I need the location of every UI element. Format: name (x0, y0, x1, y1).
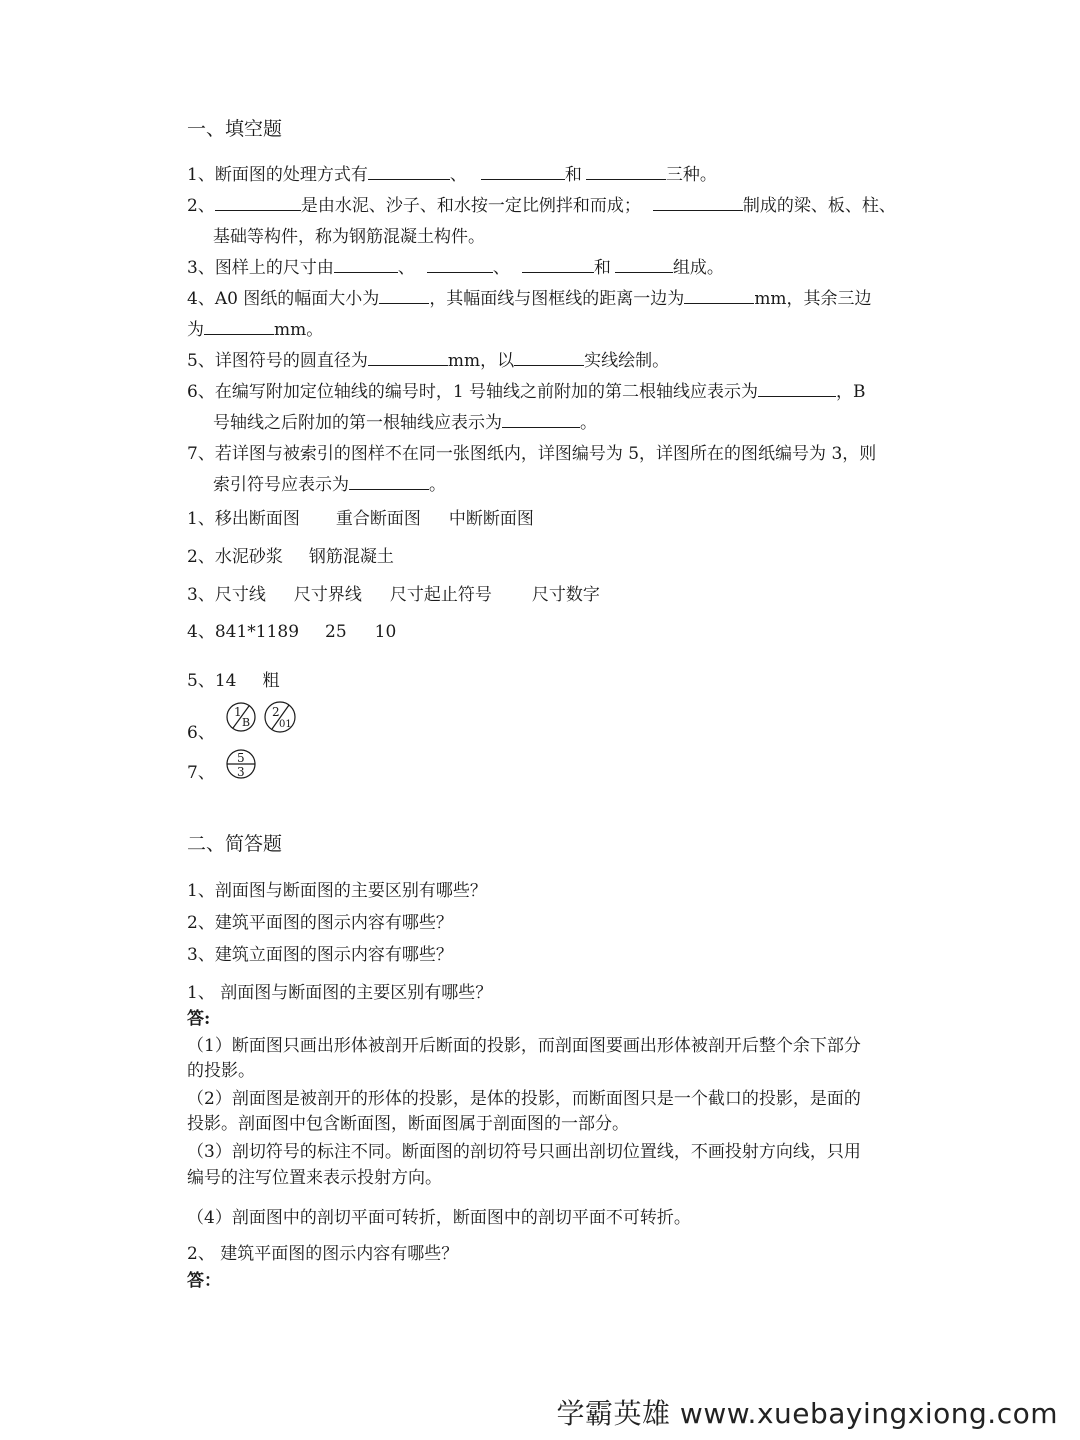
question-3: 3、图样上的尺寸由 、 、 和 组成。 (187, 258, 724, 278)
axis-symbol-1b (225, 701, 261, 733)
answer-label: 答: (187, 1009, 211, 1029)
answer-point-3-cont: 编号的注写位置来表示投射方向。 (187, 1168, 442, 1188)
answer-blank (368, 163, 450, 180)
short-question-2: 2、建筑平面图的图示内容有哪些？ (187, 913, 453, 933)
watermark: 学霸英雄 www.xuebayingxiong.com (556, 1397, 1058, 1430)
answer-blank (349, 473, 429, 490)
axis-symbol-bottom: B (242, 716, 251, 729)
answer-point-3: （3）剖切符号的标注不同。断面图的剖切符号只画出剖切位置线，不画投射方向线，只用 (187, 1142, 861, 1162)
question-4: 4、A0 图纸的幅面大小为 ，其幅面线与图框线的距离一边为 mm，其余三边 (187, 289, 872, 309)
index-symbol-bottom: 3 (237, 765, 245, 779)
answer-blank (427, 256, 493, 273)
answer-blank (368, 349, 448, 366)
axis-symbol-top: 2 (272, 705, 280, 719)
answer-point-1: （1）断面图只画出形体被剖开后断面的投影，而剖面图要画出形体被剖开后整个余下部分 (187, 1036, 861, 1056)
index-symbol (225, 748, 259, 782)
answer-4: 4、841*1189 25 10 (187, 622, 397, 642)
answer-blank (586, 163, 666, 180)
answer-blank (615, 256, 673, 273)
answer-point-1-cont: 的投影。 (187, 1061, 255, 1081)
answer-3: 3、尺寸线 尺寸界线 尺寸起止符号 尺寸数字 (187, 585, 600, 605)
axis-symbol-top: 1 (234, 705, 242, 719)
answer-point-2-cont: 投影。剖面图中包含断面图，断面图属于剖面图的一部分。 (187, 1114, 629, 1134)
answer-1: 1、移出断面图 重合断面图 中断断面图 (187, 509, 534, 529)
answer-point-4: （4）剖面图中的剖切平面可转折，断面图中的剖切平面不可转折。 (187, 1208, 691, 1228)
question-6-line2: 号轴线之后附加的第一根轴线应表示为 。 (213, 413, 597, 433)
question-7-line2: 索引符号应表示为 。 (213, 475, 446, 495)
axis-symbol-bottom: 01 (279, 719, 292, 730)
answer-blank (379, 287, 429, 304)
answer-7-label: 7、 (187, 763, 215, 783)
section1-title: 一、填空题 (187, 118, 283, 140)
answer-blank (204, 318, 274, 335)
answer-2: 2、水泥砂浆 钢筋混凝土 (187, 547, 394, 567)
axis-symbol-201 (263, 700, 301, 734)
answer-blank (502, 411, 580, 428)
question-2: 2、 是由水泥、沙子、和水按一定比例拌和而成； 制成的梁、板、柱、 (187, 196, 896, 216)
answer-label-2: 答： (187, 1271, 221, 1291)
answer-question-2: 2、 建筑平面图的图示内容有哪些？ (187, 1244, 459, 1264)
answer-blank (215, 194, 301, 211)
answer-blank (522, 256, 594, 273)
answer-6-label: 6、 (187, 723, 215, 743)
question-1: 1、断面图的处理方式有 、 和 三种。 (187, 165, 717, 185)
short-question-3: 3、建筑立面图的图示内容有哪些？ (187, 945, 453, 965)
answer-5: 5、14 粗 (187, 671, 280, 691)
answer-blank (514, 349, 584, 366)
question-2-line2: 基础等构件，称为钢筋混凝土构件。 (213, 227, 485, 247)
question-6: 6、在编写附加定位轴线的编号时，1 号轴线之前附加的第二根轴线应表示为 ，B (187, 382, 866, 402)
short-question-1: 1、剖面图与断面图的主要区别有哪些？ (187, 881, 487, 901)
section2-title: 二、简答题 (187, 833, 283, 855)
question-4-line2: 为 mm。 (187, 320, 324, 340)
answer-blank (334, 256, 398, 273)
answer-question-1: 1、 剖面图与断面图的主要区别有哪些？ (187, 983, 493, 1003)
question-7: 7、若详图与被索引的图样不在同一张图纸内，详图编号为 5，详图所在的图纸编号为 3，则 (187, 444, 877, 464)
answer-blank (758, 380, 836, 397)
answer-point-2: （2）剖面图是被剖开的形体的投影，是体的投影，而断面图只是一个截口的投影，是面的 (187, 1089, 861, 1109)
answer-blank (653, 194, 743, 211)
index-symbol-top: 5 (237, 751, 245, 765)
answer-blank (481, 163, 565, 180)
question-5: 5、详图符号的圆直径为 mm，以 实线绘制。 (187, 351, 670, 371)
answer-blank (684, 287, 754, 304)
